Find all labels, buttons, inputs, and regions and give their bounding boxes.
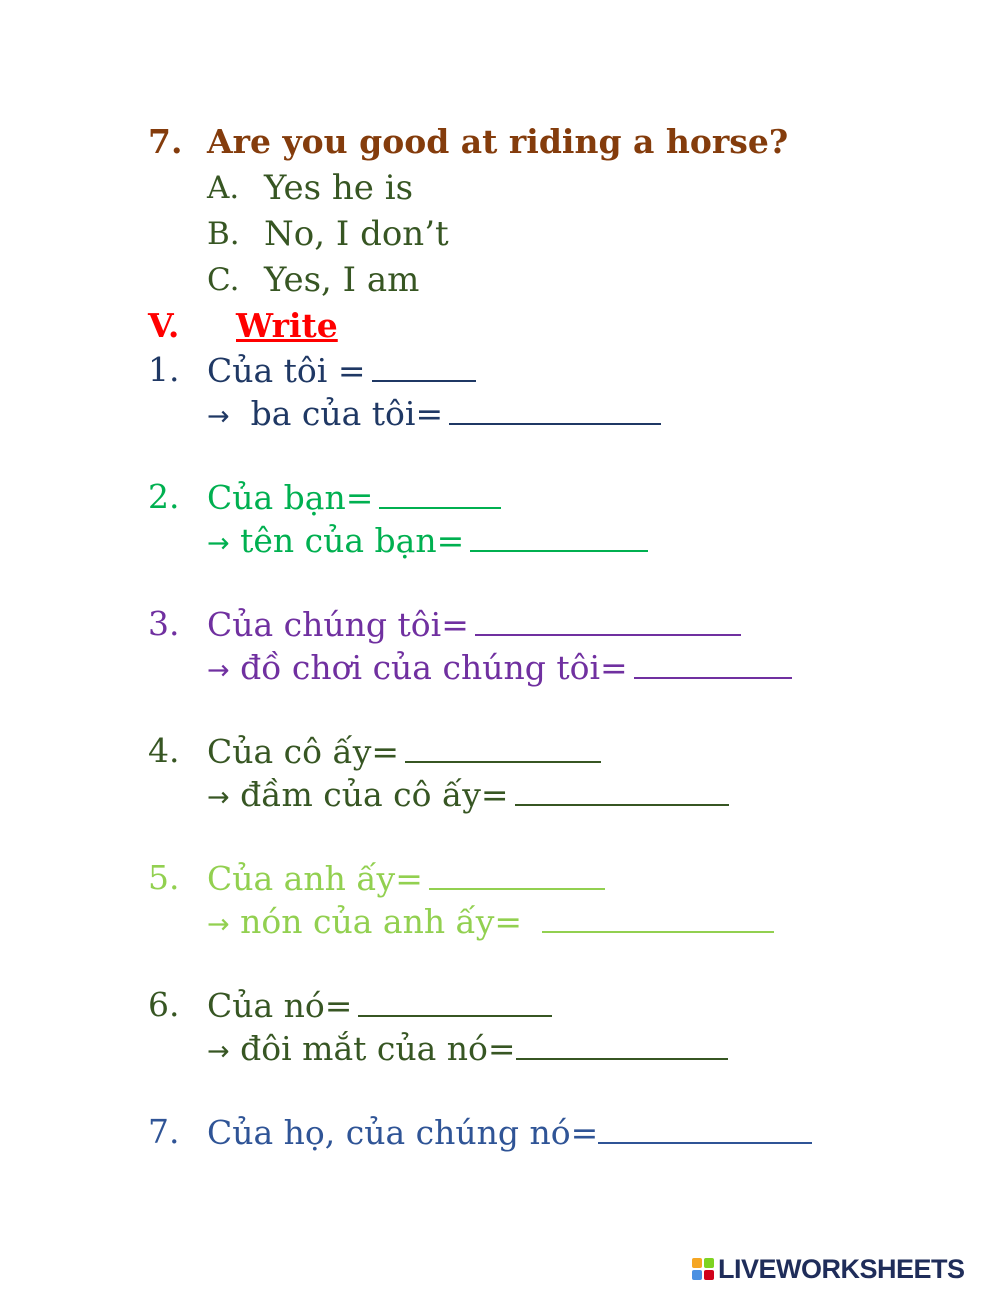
item-number: 2.	[148, 477, 180, 516]
item-number: 7.	[148, 1112, 180, 1151]
section-numeral: V.	[148, 306, 180, 345]
item-number: 4.	[148, 731, 180, 770]
answer-blank[interactable]	[358, 985, 552, 1017]
item-sub-prompt: đầm của cô ấy=	[240, 775, 509, 814]
item-prompt: Của cô ấy=	[207, 732, 400, 771]
answer-blank[interactable]	[405, 731, 601, 763]
answer-blank[interactable]	[542, 901, 774, 933]
option-text: Yes, I am	[264, 260, 420, 300]
arrow-icon: →	[207, 1036, 230, 1067]
logo-mark-square	[704, 1258, 714, 1268]
answer-blank[interactable]	[475, 604, 741, 636]
answer-blank[interactable]	[516, 1028, 728, 1060]
arrow-icon: →	[207, 401, 230, 432]
liveworksheets-logo	[692, 1252, 965, 1286]
item-sub-prompt: đôi mắt của nó=	[240, 1029, 516, 1068]
arrow-icon: →	[207, 528, 230, 559]
question-number: 7.	[148, 122, 183, 161]
option-text: Yes he is	[264, 168, 414, 208]
item-prompt: Của anh ấy=	[207, 859, 423, 898]
logo-mark-square	[692, 1258, 702, 1268]
question-text: Are you good at riding a horse?	[207, 122, 789, 161]
item-sub-prompt: ba của tôi=	[250, 394, 444, 433]
logo-mark-square	[704, 1270, 714, 1280]
item-prompt: Của nó=	[207, 986, 353, 1025]
answer-blank[interactable]	[634, 647, 792, 679]
item-sub-prompt: tên của bạn=	[240, 521, 465, 560]
arrow-icon: →	[207, 909, 230, 940]
item-number: 1.	[148, 350, 180, 389]
item-sub-prompt: nón của anh ấy=	[240, 902, 523, 941]
arrow-icon: →	[207, 782, 230, 813]
item-prompt: Của họ, của chúng nó=	[207, 1113, 599, 1152]
answer-blank[interactable]	[470, 520, 648, 552]
logo-text: LIVEWORKSHEETS	[718, 1253, 965, 1284]
item-number: 6.	[148, 985, 180, 1024]
answer-blank[interactable]	[598, 1112, 812, 1144]
answer-blank[interactable]	[429, 858, 605, 890]
answer-blank[interactable]	[515, 774, 729, 806]
item-number: 5.	[148, 858, 180, 897]
logo-mark-square	[692, 1270, 702, 1280]
option-letter: C.	[207, 262, 240, 298]
item-prompt: Của chúng tôi=	[207, 605, 469, 644]
option-text: No, I don’t	[264, 214, 449, 254]
answer-blank[interactable]	[449, 393, 661, 425]
item-sub-prompt: đồ chơi của chúng tôi=	[240, 648, 628, 687]
answer-blank[interactable]	[379, 477, 501, 509]
arrow-icon: →	[207, 655, 230, 686]
section-title: Write	[236, 306, 338, 345]
item-number: 3.	[148, 604, 180, 643]
option-letter: B.	[207, 216, 240, 252]
option-letter: A.	[207, 170, 240, 206]
item-prompt: Của bạn=	[207, 478, 374, 517]
logo-mark-icon	[692, 1258, 714, 1280]
item-prompt: Của tôi =	[207, 351, 366, 390]
answer-blank[interactable]	[372, 350, 476, 382]
